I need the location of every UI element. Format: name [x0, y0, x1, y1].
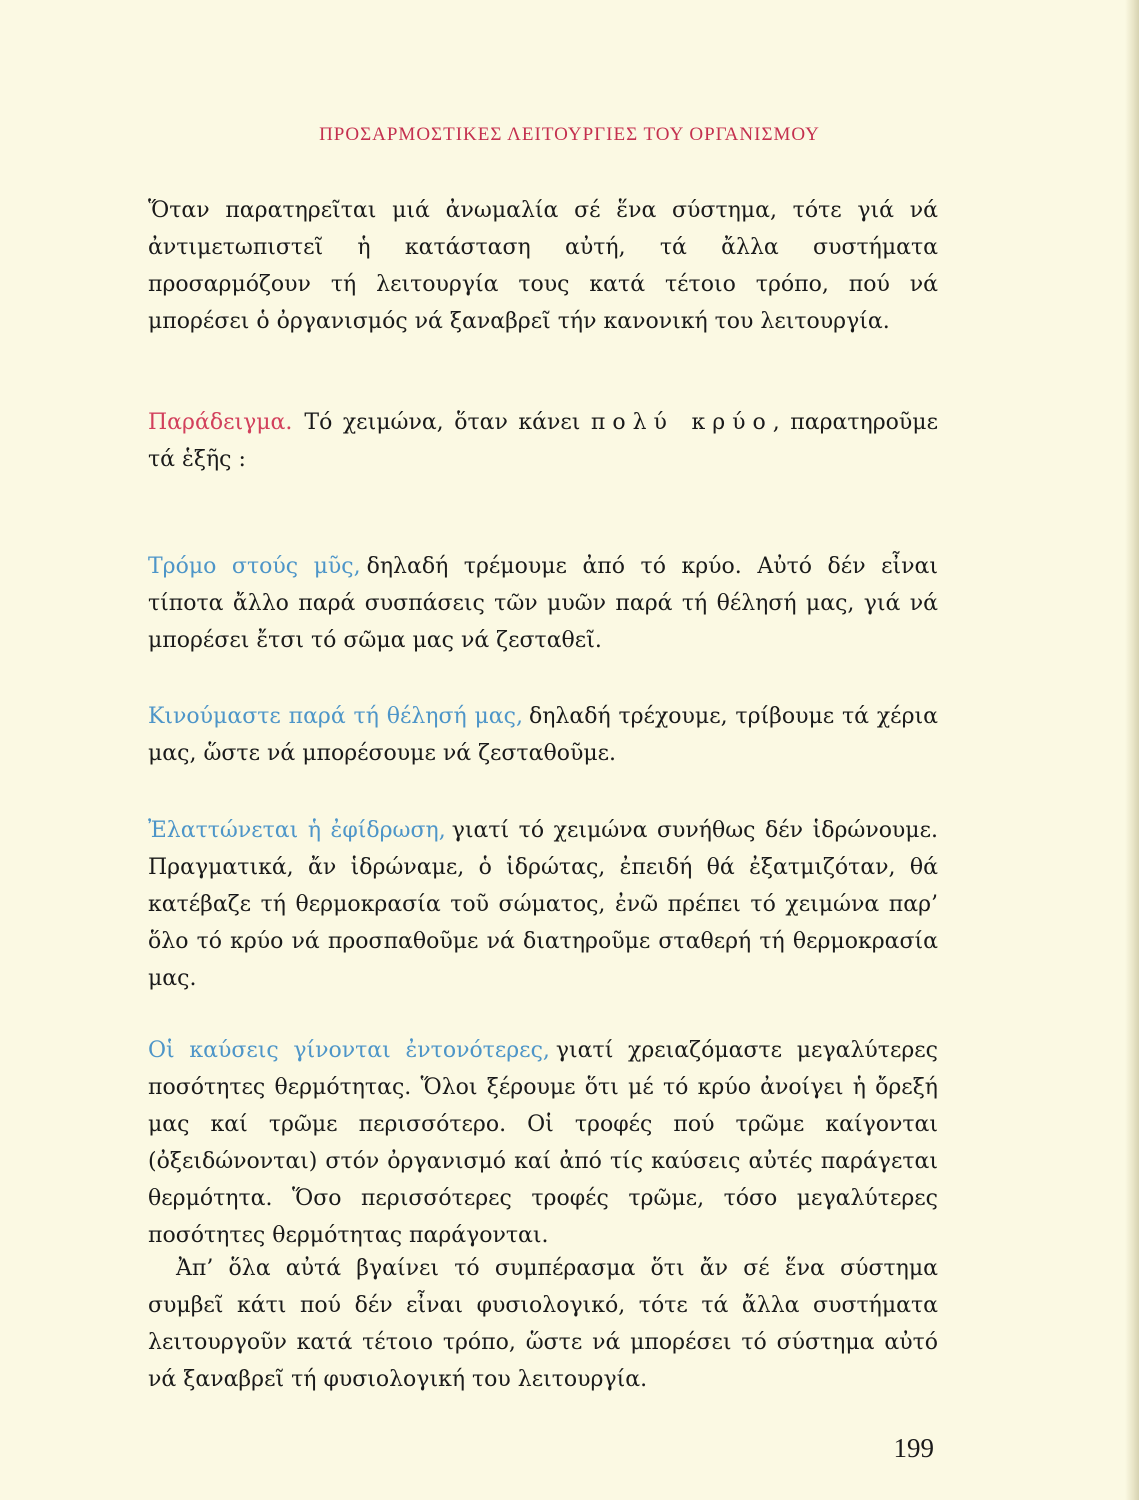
running-head: ΠΡΟΣΑΡΜΟΣΤΙΚΕΣ ΛΕΙΤΟΥΡΓΙΕΣ ΤΟΥ ΟΡΓΑΝΙΣΜΟΥ [319, 124, 820, 145]
point-text: δηλαδή τρέχουμε, τρίβουμε τά χέρια μας, ὥστε νά μπορέσουμε νά ζεσταθοῦμε. [148, 704, 938, 766]
point-shivering [148, 548, 938, 659]
point-sweating [148, 812, 938, 997]
page-number: 199 [893, 1433, 934, 1463]
example-text-before: Τό χειμώνα, ὅταν κάνει [304, 410, 591, 435]
example-paragraph [148, 404, 938, 478]
conclusion-paragraph: Ἀπ’ ὅλα αὐτά βγαίνει τό συμπέρασμα ὅτι ἄν σέ ἕνα σύστημα συμβεῖ κάτι πού δέν εἶναι φυσιολογικό, τότε τά ἄλλα συστήματα λειτουργοῦν κατά τέτοιο τρόπο, ὥστε νά μπορέσει τό σύστημα αὐτό νά ξαναβρεῖ τή φυσιολογική του λειτουργία. [148, 1256, 938, 1392]
intro-paragraph: Ὅταν παρατηρεῖται μιά ἀνωμαλία σέ ἕνα σύστημα, τότε γιά νά ἀντιμετωπιστεῖ ἡ κατάσταση αὐτή, τά ἄλλα συστήματα προσαρμόζουν τή λειτουργία τους κατά τέτοιο τρόπο, πού νά μπορέσει ὁ ὀργανισμός νά ξαναβρεῖ τήν κανονική του λειτουργία. [148, 198, 938, 334]
example-emphasis: πολύ κρύο [590, 410, 773, 435]
point-text: γιατί τό χειμώνα συνήθως δέν ἱδρώνουμε. Πραγματικά, ἄν ἱδρώναμε, ὁ ἱδρώτας, ἐπειδή θά ἐξατμιζόταν, θά κατέβαζε τή θερμοκρασία τοῦ σώματος, ἐνῶ πρέπει τό χειμώνα παρ’ ὅλο τό κρύο νά προσπαθοῦμε νά διατηροῦμε σταθερή τή θερμοκρασία μας. [148, 818, 938, 991]
example-text-after: , παρατηροῦμε τά ἑξῆς : [148, 410, 938, 472]
point-text: δηλαδή τρέμουμε ἀπό τό κρύο. Αὐτό δέν εἶναι τίποτα ἄλλο παρά συσπάσεις τῶν μυῶν παρά τή θέλησή μας, γιά νά μπορέσει ἔτσι τό σῶμα μας νά ζεσταθεῖ. [148, 554, 938, 653]
point-lead: Τρόμο στούς μῦς, [148, 554, 361, 579]
point-movement [148, 698, 938, 772]
point-text: γιατί χρειαζόμαστε μεγαλύτερες ποσότητες θερμότητας. Ὅλοι ξέρουμε ὅτι μέ τό κρύο ἀνοίγει ἡ ὄρεξή μας καί τρῶμε περισσότερο. Οἱ τροφές πού τρῶμε καίγονται (ὀξειδώνονται) στόν ὀργανισμό καί ἀπό τίς καύσεις αὐτές παράγεται θερμότητα. Ὅσο περισσότερες τροφές τρῶμε, τόσο μεγαλύτερες ποσότητες θερμότητας παράγονται. [148, 1038, 938, 1248]
point-combustion [148, 1032, 938, 1254]
point-lead: Κινούμαστε παρά τή θέλησή μας, [148, 704, 523, 729]
example-label: Παράδειγμα. [148, 410, 293, 435]
point-lead: Οἱ καύσεις γίνονται ἐντονότερες, [148, 1038, 550, 1063]
point-lead: Ἐλαττώνεται ἡ ἐφίδρωση, [148, 818, 446, 843]
page-edge [1125, 0, 1139, 1500]
